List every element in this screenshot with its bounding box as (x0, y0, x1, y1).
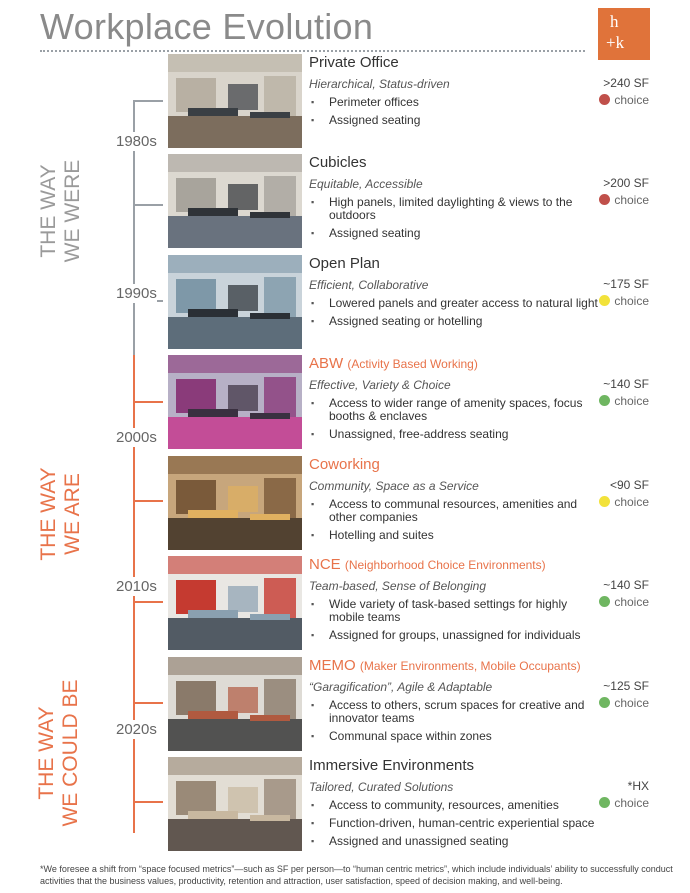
row-bullet: ▪ Access to others, scrum spaces for creative and innovator teams (309, 699, 599, 725)
choice-dot-icon (599, 797, 610, 808)
timeline-tick (133, 601, 163, 603)
decade-2000s: 2000s (116, 429, 157, 446)
choice-indicator: choice (599, 394, 649, 408)
timeline-tick (133, 801, 163, 803)
choice-indicator: choice (599, 495, 649, 509)
square-feet-value: *HX (627, 779, 649, 793)
immersive-photo (168, 757, 302, 851)
row-title-paren: (Activity Based Working) (347, 357, 478, 371)
choice-indicator: choice (599, 93, 649, 107)
workplace-row (168, 757, 678, 851)
square-feet-value: ~140 SF (603, 377, 649, 391)
square-feet-value: <90 SF (609, 478, 649, 492)
decade-1980s: 1980s (116, 133, 157, 150)
row-bullet: ▪ Assigned seating (309, 227, 599, 240)
row-title-paren: (Neighborhood Choice Environments) (344, 558, 546, 572)
coworking-photo (168, 456, 302, 550)
workplace-row (168, 154, 678, 248)
timeline-tick (133, 204, 163, 206)
choice-dot-icon (599, 496, 610, 507)
workplace-row (168, 556, 678, 650)
workplace-row (168, 456, 678, 550)
era-label-are: THE WAY WE ARE (37, 467, 84, 561)
square-feet-value: >200 SF (603, 176, 649, 190)
square-feet-value: ~125 SF (603, 679, 649, 693)
workplace-row (168, 657, 678, 751)
abw-photo (168, 355, 302, 449)
row-bullet: ▪ Function-driven, human-centric experiential space (309, 817, 599, 830)
choice-indicator: choice (599, 796, 649, 810)
choice-dot-icon (599, 94, 610, 105)
choice-indicator: choice (599, 294, 649, 308)
timeline-tick (133, 702, 163, 704)
era-label-were: THE WAY WE WERE (37, 159, 84, 263)
choice-indicator: choice (599, 696, 649, 710)
workplace-row (168, 355, 678, 449)
row-subtitle: Hierarchical, Status-driven (309, 77, 450, 91)
row-title: Cubicles (309, 154, 367, 171)
square-feet-value: >240 SF (603, 76, 649, 90)
choice-indicator: choice (599, 595, 649, 609)
choice-dot-icon (599, 194, 610, 205)
row-title: MEMO (Maker Environments, Mobile Occupants) (309, 657, 581, 674)
decade-2010s: 2010s (116, 578, 157, 595)
row-bullet: ▪ Assigned seating (309, 114, 599, 127)
page-title: Workplace Evolution (40, 6, 374, 47)
private-office-photo (168, 54, 302, 148)
row-subtitle: “Garagification”, Agile & Adaptable (309, 680, 493, 694)
row-title: ABW (Activity Based Working) (309, 355, 478, 372)
choice-dot-icon (599, 395, 610, 406)
choice-dot-icon (599, 697, 610, 708)
row-bullet: ▪ Unassigned, free-address seating (309, 428, 599, 441)
hok-logo: h +k (598, 8, 650, 60)
workplace-row (168, 255, 678, 349)
memo-photo (168, 657, 302, 751)
row-bullet: ▪ Access to wider range of amenity spaces, focus booths & enclaves (309, 397, 599, 423)
timeline-tick (133, 500, 163, 502)
row-bullet: ▪ Assigned and unassigned seating (309, 835, 599, 848)
row-title-paren: (Maker Environments, Mobile Occupants) (359, 659, 581, 673)
row-title: NCE (Neighborhood Choice Environments) (309, 556, 546, 573)
row-bullet: ▪ Access to community, resources, amenities (309, 799, 599, 812)
workplace-row (168, 54, 678, 148)
decade-2020s: 2020s (116, 721, 157, 738)
row-subtitle: Community, Space as a Service (309, 479, 479, 493)
row-bullet: ▪ Wide variety of task-based settings for highly mobile teams (309, 598, 599, 624)
row-bullet: ▪ Assigned for groups, unassigned for individuals (309, 629, 599, 642)
timeline-tick (133, 401, 163, 403)
footnote: *We foresee a shift from “space focused metrics”—such as SF per person—to “human centric metrics”, which include individuals’ ability to successfully conduct activities that the business values, productivity, retention and attraction, user satisfaction, speed of decision making, and well-being. (40, 864, 673, 886)
open-plan-photo (168, 255, 302, 349)
choice-dot-icon (599, 596, 610, 607)
row-bullet: ▪ Lowered panels and greater access to natural light (309, 297, 599, 310)
row-subtitle: Equitable, Accessible (309, 177, 423, 191)
square-feet-value: ~175 SF (603, 277, 649, 291)
nce-photo (168, 556, 302, 650)
row-bullet: ▪ High panels, limited daylighting & views to the outdoors (309, 196, 599, 222)
row-subtitle: Tailored, Curated Solutions (309, 780, 454, 794)
decade-1990s: 1990s (116, 285, 157, 302)
row-bullet: ▪ Assigned seating or hotelling (309, 315, 599, 328)
row-bullet: ▪ Perimeter offices (309, 96, 599, 109)
row-title: Immersive Environments (309, 757, 475, 774)
row-bullet: ▪ Hotelling and suites (309, 529, 599, 542)
square-feet-value: ~140 SF (603, 578, 649, 592)
title-divider (40, 50, 585, 52)
timeline-tick (133, 100, 163, 102)
era-label-could-be: THE WAY WE COULD BE (35, 679, 82, 827)
row-bullet: ▪ Communal space within zones (309, 730, 599, 743)
cubicles-photo (168, 154, 302, 248)
row-subtitle: Effective, Variety & Choice (309, 378, 451, 392)
row-subtitle: Efficient, Collaborative (309, 278, 429, 292)
row-subtitle: Team-based, Sense of Belonging (309, 579, 487, 593)
choice-dot-icon (599, 295, 610, 306)
row-title: Coworking (309, 456, 380, 473)
choice-indicator: choice (599, 193, 649, 207)
row-bullet: ▪ Access to communal resources, amenities and other companies (309, 498, 599, 524)
row-title: Open Plan (309, 255, 380, 272)
row-title: Private Office (309, 54, 399, 71)
